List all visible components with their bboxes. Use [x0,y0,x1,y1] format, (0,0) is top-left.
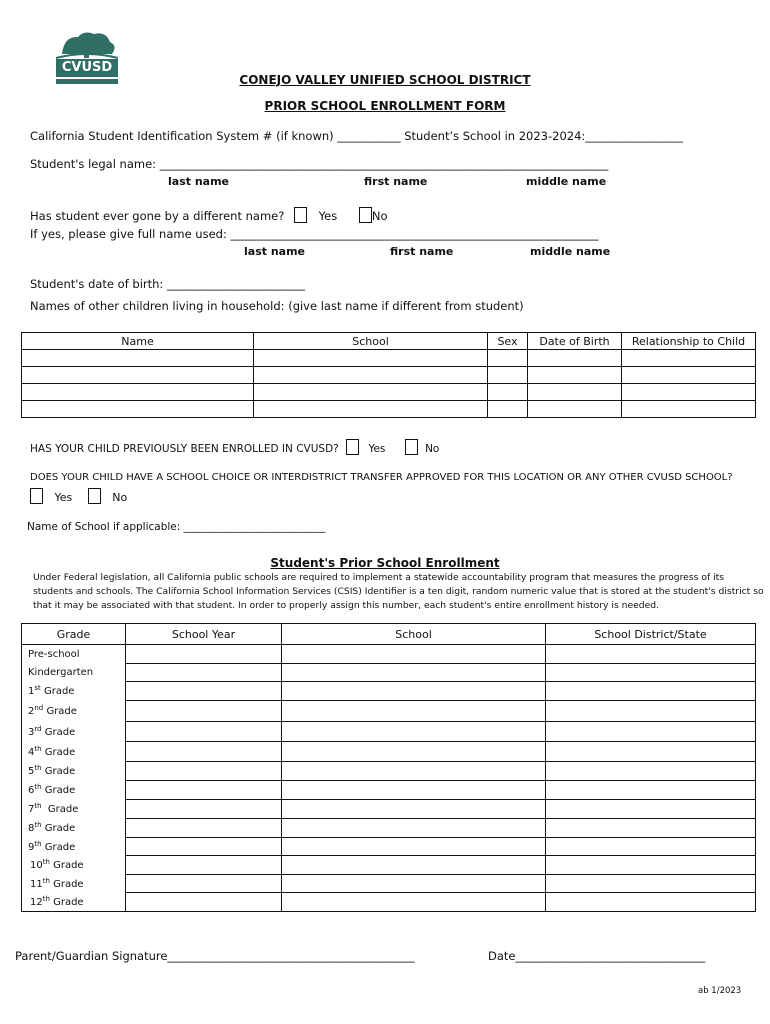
different-name-question [30,207,388,223]
csis-field[interactable]: California Student Identification System # (if known) ___________ Student’s School in 2023-2024:_________________ [30,129,684,143]
grade-word: Grade [49,878,84,890]
grade-cell [22,892,126,912]
table-cell[interactable] [282,780,546,799]
grade-word: Grade [41,804,79,815]
table-cell[interactable] [282,761,546,780]
table-cell[interactable] [282,818,546,837]
grade-cell [22,645,126,664]
grade-word: Grade [41,726,76,738]
legal-name-field[interactable]: Student's legal name: ______________________________________________________________________________ [30,157,609,171]
grade-cell [22,761,126,780]
table-cell[interactable] [282,874,546,892]
enrolled-no-checkbox[interactable] [405,439,418,455]
table-cell[interactable] [528,384,622,401]
first-name-label: first name [364,175,428,188]
table-cell[interactable] [528,350,622,367]
table-cell[interactable] [546,681,756,700]
grade-label: 9 [28,841,35,853]
enrolled-yes-checkbox[interactable] [346,439,359,455]
grade-label: 4 [28,746,35,758]
grade-word: Grade [43,706,77,717]
table-cell[interactable] [546,855,756,874]
prior-enrollment-title: Student's Prior School Enrollment [270,556,500,570]
table-row [22,700,756,721]
table-cell[interactable] [528,401,622,418]
school-if-applicable-field[interactable]: Name of School if applicable: ___________________________ [27,521,326,533]
table-cell[interactable] [254,367,488,384]
table-cell[interactable] [622,350,756,367]
table-cell[interactable] [546,837,756,855]
different-name-no-checkbox[interactable] [359,207,372,223]
grade-suffix: th [34,764,42,772]
table-cell[interactable] [126,855,282,874]
transfer-yes-label: Yes [54,491,73,504]
table-row [22,663,756,681]
grade-label: Kindergarten [28,666,94,678]
different-name-yes-checkbox[interactable] [294,207,307,223]
enrolled-question [30,439,439,455]
table-row [22,645,756,664]
grade-suffix: rd [34,724,42,733]
grade-label: 3 [28,726,35,738]
grade-suffix: th [34,821,42,829]
table-cell[interactable] [282,700,546,721]
transfer-no-label: No [112,491,128,504]
grade-word: Grade [41,785,76,796]
enrolled-yes-label: Yes [368,443,386,455]
grade-suffix: th [34,839,42,848]
tree-logo-icon [54,28,120,62]
table-cell[interactable] [546,761,756,780]
table-cell[interactable] [282,892,546,912]
grade-label: 12 [30,897,43,908]
prior-paragraph-line2: students and schools. The California School Information Services (CSIS) Identifier is a ten digit, random numeric value that is stored at the student's district so [33,586,764,597]
grade-label: Pre-school [28,648,80,660]
col-relationship: Relationship to Child [622,333,756,350]
table-row [22,681,756,700]
table-row [22,367,756,384]
grade-cell [22,700,126,721]
table-row [22,350,756,367]
table-cell[interactable] [126,663,282,681]
table-row [22,855,756,874]
grade-cell [22,780,126,799]
date-field[interactable]: Date_________________________________ [488,949,706,963]
table-cell[interactable] [282,855,546,874]
col-district-state: School District/State [546,624,756,645]
table-row [22,799,756,818]
table-cell[interactable] [254,350,488,367]
grade-label: 10 [30,860,43,871]
table-row [22,741,756,761]
table-row [22,721,756,741]
grade-word: Grade [41,766,76,777]
grade-word: Grade [41,746,76,758]
grade-cell [22,874,126,892]
form-title: PRIOR SCHOOL ENROLLMENT FORM [264,99,506,113]
table-cell[interactable] [126,874,282,892]
table-cell[interactable] [488,367,528,384]
grade-suffix: th [34,744,42,753]
table-cell[interactable] [282,837,546,855]
dob-field[interactable]: Student's date of birth: ________________________ [30,277,305,291]
grade-suffix: st [34,684,41,692]
table-cell[interactable] [126,700,282,721]
table-cell[interactable] [22,350,254,367]
full-name-used-field[interactable]: If yes, please give full name used: ________________________________________________________________ [30,227,599,241]
grade-word: Grade [41,841,76,853]
col-name: Name [22,333,254,350]
last-name-label: last name [168,175,230,188]
table-row [22,837,756,855]
grade-cell [22,855,126,874]
grade-suffix: th [34,802,42,810]
col-school: School [254,333,488,350]
grade-cell [22,799,126,818]
table-row [22,384,756,401]
revision-note: ab 1/2023 [698,986,742,996]
table-cell[interactable] [126,799,282,818]
table-cell[interactable] [488,401,528,418]
table-row [22,818,756,837]
table-cell[interactable] [546,818,756,837]
grade-word: Grade [41,823,76,834]
table-row [22,401,756,418]
table-cell[interactable] [126,780,282,799]
col-school-year: School Year [126,624,282,645]
table-cell[interactable] [546,780,756,799]
table-cell[interactable] [126,761,282,780]
table-cell[interactable] [22,384,254,401]
grade-cell [22,837,126,855]
table-cell[interactable] [254,384,488,401]
grade-word: Grade [40,686,75,697]
table-cell[interactable] [254,401,488,418]
different-name-no-label: No [371,209,388,223]
table-row [22,780,756,799]
different-name-label: Has student ever gone by a different name? [30,209,285,223]
grade-label: 7 [28,804,35,815]
table-cell[interactable] [488,350,528,367]
table-cell[interactable] [282,721,546,741]
table-cell[interactable] [126,721,282,741]
grade-suffix: th [42,858,50,866]
table-cell[interactable] [488,384,528,401]
grade-word: Grade [49,897,84,908]
table-cell[interactable] [22,367,254,384]
table-cell[interactable] [546,721,756,741]
household-table [21,332,756,418]
table-cell[interactable] [622,384,756,401]
grade-cell [22,681,126,700]
col-dob: Date of Birth [528,333,622,350]
prior-header-row [22,624,756,645]
enrolled-label: HAS YOUR CHILD PREVIOUSLY BEEN ENROLLED IN CVUSD? [30,443,339,455]
transfer-question: DOES YOUR CHILD HAVE A SCHOOL CHOICE OR INTERDISTRICT TRANSFER APPROVED FOR THIS LOCATION OR ANY OTHER CVUSD SCHOOL? [30,472,733,483]
grade-cell [22,818,126,837]
table-cell[interactable] [126,645,282,664]
enrolled-no-label: No [425,443,440,455]
table-cell[interactable] [282,681,546,700]
grade-label: 5 [28,766,35,777]
table-cell[interactable] [546,874,756,892]
table-cell[interactable] [546,892,756,912]
used-last-name-label: last name [244,245,306,258]
district-title: CONEJO VALLEY UNIFIED SCHOOL DISTRICT [239,73,531,87]
prior-paragraph-line1: Under Federal legislation, all California public schools are required to implement a statewide accountability program that measures the progress of its [33,572,725,583]
household-instructions: Names of other children living in household: (give last name if different from student) [30,299,524,313]
table-cell[interactable] [546,663,756,681]
grade-suffix: th [42,895,50,903]
table-cell[interactable] [126,892,282,912]
transfer-no-checkbox[interactable] [88,488,101,504]
table-cell[interactable] [282,645,546,664]
transfer-yes-checkbox[interactable] [30,488,43,504]
transfer-options [30,488,127,504]
table-row [22,892,756,912]
table-cell[interactable] [126,837,282,855]
table-cell[interactable] [126,681,282,700]
table-cell[interactable] [126,818,282,837]
table-cell[interactable] [282,741,546,761]
table-cell[interactable] [528,367,622,384]
grade-suffix: th [42,876,50,885]
col-school: School [282,624,546,645]
table-cell[interactable] [546,799,756,818]
prior-enrollment-table [21,623,756,912]
table-cell[interactable] [22,401,254,418]
table-cell[interactable] [282,799,546,818]
different-name-yes-label: Yes [318,209,338,223]
table-cell[interactable] [622,367,756,384]
table-row [22,874,756,892]
table-row [22,761,756,780]
grade-suffix: th [34,783,42,791]
grade-cell [22,741,126,761]
col-grade: Grade [22,624,126,645]
grade-suffix: nd [34,704,44,712]
table-cell[interactable] [126,741,282,761]
grade-label: 8 [28,823,35,834]
household-header-row [22,333,756,350]
table-cell[interactable] [622,401,756,418]
table-cell[interactable] [546,700,756,721]
col-sex: Sex [488,333,528,350]
logo-text: CVUSD [56,59,118,77]
grade-cell [22,721,126,741]
table-cell[interactable] [282,663,546,681]
middle-name-label: middle name [526,175,607,188]
grade-label: 2 [28,706,35,717]
prior-paragraph-line3: that it may be associated with that student. In order to properly assign this number, each student's entire enrollment history is needed. [33,600,660,611]
grade-cell [22,663,126,681]
table-cell[interactable] [546,741,756,761]
grade-label: 11 [30,878,43,890]
grade-label: 6 [28,785,35,796]
table-cell[interactable] [546,645,756,664]
signature-field[interactable]: Parent/Guardian Signature___________________________________________ [15,949,415,963]
used-middle-name-label: middle name [530,245,611,258]
grade-label: 1 [28,686,35,697]
used-first-name-label: first name [390,245,454,258]
grade-word: Grade [49,860,84,871]
